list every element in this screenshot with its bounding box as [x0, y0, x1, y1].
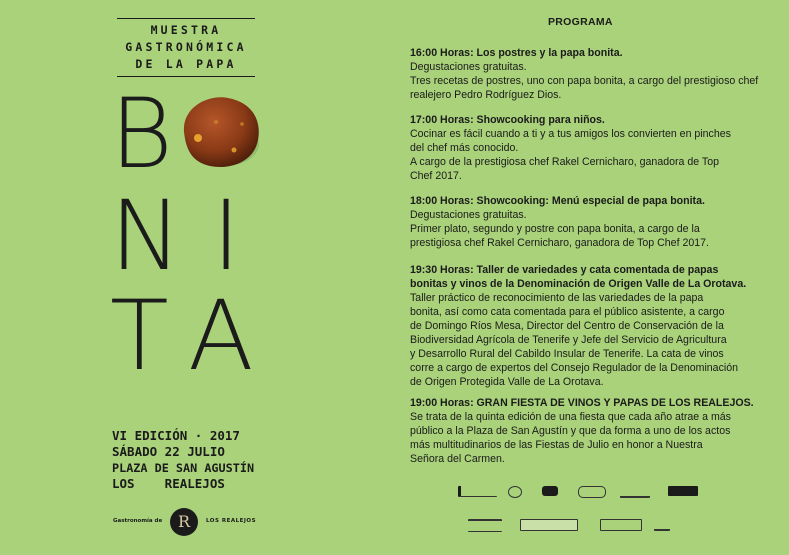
poster-footer: [113, 508, 258, 538]
event-line: del chef más conocido.: [410, 142, 519, 154]
event-title: 16:00 Horas: Los postres y la papa bonita.: [410, 47, 623, 59]
event-title: 19:30 Horas: Taller de variedades y cata comentada de papas: [410, 264, 719, 276]
sponsor-logo: [620, 486, 650, 498]
header-line-2: GASTRONÓMICA: [125, 40, 247, 54]
event-title: 18:00 Horas: Showcooking: Menú especial de papa bonita.: [410, 195, 705, 207]
event-line: Primer plato, segundo y postre con papa bonita, a cargo de la: [410, 223, 700, 235]
event-info: [112, 428, 262, 492]
event-line: Chef 2017.: [410, 170, 462, 182]
event-block: [410, 396, 786, 466]
event-line: Degustaciones gratuitas.: [410, 61, 527, 73]
info-date: SÁBADO 22 JULIO: [112, 444, 225, 459]
event-line: público a la Plaza de San Agustín y que da forma a uno de los actos: [410, 425, 731, 437]
header-line-1: MUESTRA: [150, 23, 222, 37]
potato-image: [176, 92, 266, 174]
info-town: LOS REALEJOS: [112, 476, 225, 491]
event-line: corre a cargo de expertos del Consejo Regulador de la Denominación: [410, 362, 739, 374]
info-place: PLAZA DE SAN AGUSTÍN: [112, 461, 255, 475]
header-rule-bottom: [117, 76, 255, 77]
programa-panel: [372, 0, 789, 555]
footer-right-text: LOS REALEJOS: [206, 518, 257, 524]
big-letter-a: A: [188, 280, 254, 392]
event-line: prestigiosa chef Rakel Cernicharo, ganadora de Top Chef 2017.: [410, 237, 709, 249]
event-line: bonita, así como cata comentada para el público asistente, a cargo: [410, 306, 725, 318]
event-line: más multitudinarios de las Fiestas de Julio en honor a Nuestra: [410, 439, 703, 451]
footer-left-text: Gastronomía de: [113, 518, 163, 524]
event-block: [410, 46, 786, 102]
event-line: Biodiversidad Agrícola de Tenerife y Jefe del Servicio de Agricultura: [410, 334, 727, 346]
sponsor-logo: [468, 519, 502, 532]
event-line: Cocinar es fácil cuando a ti y a tus amigos los convierten en pinches: [410, 128, 731, 140]
sponsor-logo: [520, 519, 578, 531]
header-line-3: DE LA PAPA: [135, 57, 237, 71]
event-line: Señora del Carmen.: [410, 453, 505, 465]
info-edition: VI EDICIÓN · 2017: [112, 428, 240, 443]
event-line: y Desarrollo Rural del Cabildo Insular de Tenerife. La cata de vinos: [410, 348, 724, 360]
big-letter-i: I: [212, 180, 241, 292]
sponsor-logo: [668, 486, 698, 496]
event-block: [410, 113, 786, 183]
sponsor-logo: [542, 486, 558, 496]
realejos-seal-logo: R: [170, 508, 198, 536]
big-letter-n: N: [110, 180, 182, 292]
event-line: realejero Pedro Rodríguez Dios.: [410, 89, 562, 101]
sponsor-logo: [600, 519, 642, 531]
sponsor-logo: [508, 486, 522, 498]
event-block: [410, 263, 786, 389]
event-line: Degustaciones gratuitas.: [410, 209, 527, 221]
programa-title: PROGRAMA: [548, 16, 613, 28]
big-letter-t: T: [110, 280, 169, 392]
event-line: Taller práctico de reconocimiento de las variedades de la papa: [410, 292, 704, 304]
poster-panel: [0, 0, 372, 555]
event-line: A cargo de la prestigiosa chef Rakel Cernicharo, ganadora de Top: [410, 156, 719, 168]
event-line: de Domingo Ríos Mesa, Director del Centro de Conservación de la: [410, 320, 724, 332]
big-letter-b: B: [110, 78, 173, 190]
header-rule-top: [117, 18, 255, 19]
event-title: 17:00 Horas: Showcooking para niños.: [410, 114, 605, 126]
sponsor-logo: [578, 486, 606, 498]
ayuntamiento-logo: [458, 486, 497, 497]
event-line: de Origen Protegida Valle de La Orotava.: [410, 376, 604, 388]
event-title-continued: bonitas y vinos de la Denominación de Origen Valle de La Orotava.: [410, 278, 747, 290]
event-line: Tres recetas de postres, uno con papa bonita, a cargo del prestigioso chef: [410, 75, 759, 87]
sponsor-logo: [654, 519, 670, 531]
event-title: 19:00 Horas: GRAN FIESTA DE VINOS Y PAPAS DE LOS REALEJOS.: [410, 397, 754, 409]
event-line: Se trata de la quinta edición de una fiesta que cada año atrae a más: [410, 411, 731, 423]
event-block: [410, 194, 786, 250]
